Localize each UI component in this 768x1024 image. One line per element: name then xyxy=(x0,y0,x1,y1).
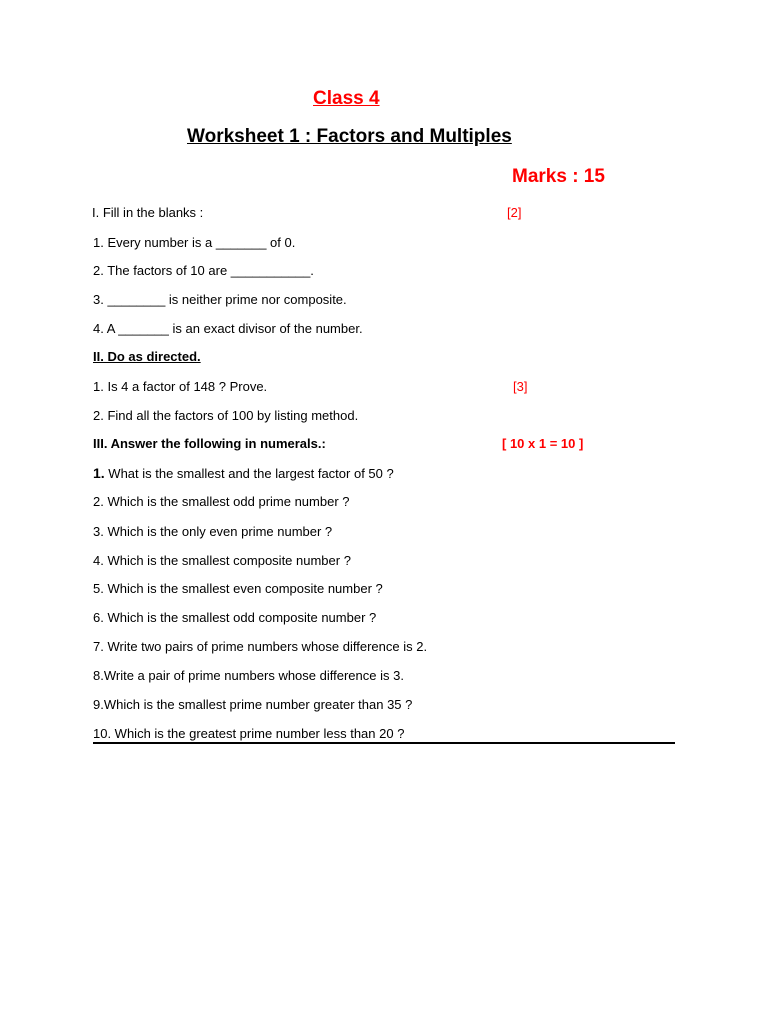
section-3-marks: [ 10 x 1 = 10 ] xyxy=(502,436,584,451)
section-3-item: 6. Which is the smallest odd composite number ? xyxy=(93,610,377,625)
question-text: What is the smallest and the largest factor of 50 ? xyxy=(104,466,394,481)
section-3-heading: III. Answer the following in numerals.: xyxy=(93,436,326,451)
section-1-item: 1. Every number is a _______ of 0. xyxy=(93,235,296,250)
total-marks: Marks : 15 xyxy=(512,166,605,187)
divider-line xyxy=(93,742,675,744)
section-3-item: 3. Which is the only even prime number ? xyxy=(93,524,333,539)
section-3-item xyxy=(93,465,394,481)
section-1-marks: [2] xyxy=(507,205,522,220)
section-3-item: 10. Which is the greatest prime number less than 20 ? xyxy=(93,726,405,741)
section-3-item: 5. Which is the smallest even composite number ? xyxy=(93,581,383,596)
section-3-item: 9.Which is the smallest prime number greater than 35 ? xyxy=(93,697,413,712)
section-3-item: 7. Write two pairs of prime numbers whose difference is 2. xyxy=(93,639,428,654)
section-1-item: 2. The factors of 10 are ___________. xyxy=(93,263,314,278)
class-label: Class 4 xyxy=(313,88,380,109)
question-number: 1. xyxy=(93,465,105,481)
section-2-item: 2. Find all the factors of 100 by listing method. xyxy=(93,408,359,423)
section-2-heading: II. Do as directed. xyxy=(93,349,201,364)
section-1-item: 4. A _______ is an exact divisor of the number. xyxy=(93,321,363,336)
section-3-item: 8.Write a pair of prime numbers whose difference is 3. xyxy=(93,668,404,683)
section-2-marks: [3] xyxy=(513,379,528,394)
section-2-item: 1. Is 4 a factor of 148 ? Prove. xyxy=(93,379,268,394)
section-1-item: 3. ________ is neither prime nor composite. xyxy=(93,292,347,307)
section-1-heading: I. Fill in the blanks : xyxy=(92,205,204,220)
worksheet-title: Worksheet 1 : Factors and Multiples xyxy=(187,126,512,147)
section-3-item: 2. Which is the smallest odd prime number ? xyxy=(93,494,350,509)
section-3-item: 4. Which is the smallest composite number ? xyxy=(93,553,351,568)
